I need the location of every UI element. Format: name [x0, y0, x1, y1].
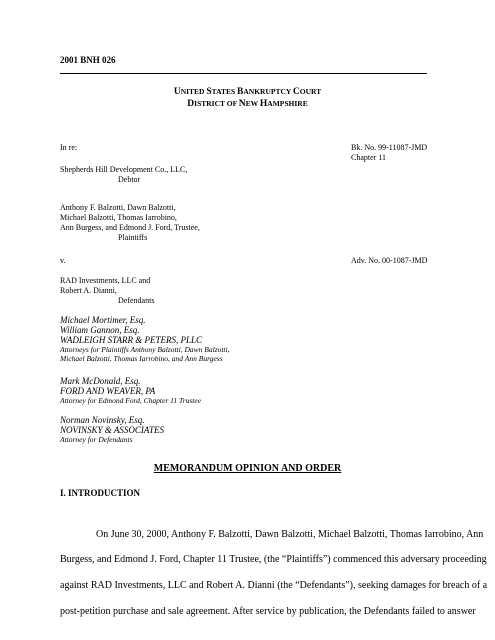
bankruptcy-number: Bk. No. 99-11087-JMD: [351, 143, 428, 152]
counsel-name: Norman Novinsky, Esq.: [60, 415, 145, 425]
defendants-line: RAD Investments, LLC and: [60, 276, 151, 285]
versus-label: v.: [60, 256, 66, 265]
counsel-role: Attorneys for Plaintiffs Anthony Balzotti, Dawn Balzotti,: [60, 345, 230, 354]
header-rule: [60, 73, 427, 74]
counsel-name: William Gannon, Esq.: [60, 325, 140, 335]
counsel-role: Attorney for Edmond Ford, Chapter 11 Trustee: [60, 396, 202, 405]
debtor-label: Debtor: [118, 175, 141, 184]
plaintiffs-line: Michael Balzotti, Thomas Iarrobino,: [60, 213, 177, 222]
court-name-line1: UNITED STATES BANKRUPTCY COURT: [173, 87, 322, 97]
counsel-firm: NOVINSKY & ASSOCIATES: [60, 425, 165, 435]
adversary-number: Adv. No. 00-1087-JMD: [351, 256, 428, 265]
plaintiffs-line: Anthony F. Balzotti, Dawn Balzotti,: [60, 203, 176, 212]
debtor-name: Shepherds Hill Development Co., LLC,: [60, 165, 188, 174]
body-line: On June 30, 2000, Anthony F. Balzotti, Dawn Balzotti, Michael Balzotti, Thomas Iarrobino, Ann: [96, 529, 484, 540]
section-heading: I. INTRODUCTION: [60, 488, 141, 498]
plaintiffs-line: Ann Burgess, and Edmond J. Ford, Trustee,: [60, 223, 200, 232]
plaintiffs-label: Plaintiffs: [118, 233, 148, 242]
defendants-label: Defendants: [118, 296, 155, 305]
body-line: against RAD Investments, LLC and Robert A. Dianni (the “Defendants”), seeking damages for breach of a: [60, 580, 488, 591]
counsel-firm: WADLEIGH STARR & PETERS, PLLC: [60, 335, 202, 345]
counsel-name: Michael Mortimer, Esq.: [60, 315, 146, 325]
counsel-role: Michael Balzotti, Thomas Iarrobino, and Ann Burgess: [60, 354, 223, 363]
counsel-firm: FORD AND WEAVER, PA: [60, 386, 156, 396]
body-line: post-petition purchase and sale agreement. After service by publication, the Defendants failed to answer: [60, 606, 476, 617]
counsel-name: Mark McDonald, Esq.: [60, 376, 141, 386]
court-name-line2: DISTRICT OF NEW HAMPSHIRE: [187, 99, 308, 109]
in-re-label: In re:: [60, 143, 78, 152]
defendants-line: Robert A. Dianni,: [60, 286, 117, 295]
document-title: MEMORANDUM OPINION AND ORDER: [153, 463, 342, 474]
chapter-label: Chapter 11: [351, 153, 387, 162]
body-line: Burgess, and Edmond J. Ford, Chapter 11 Trustee, (the “Plaintiffs”) commenced this adversary proceeding: [60, 554, 487, 565]
citation: 2001 BNH 026: [60, 55, 116, 65]
counsel-role: Attorney for Defendants: [60, 435, 133, 444]
